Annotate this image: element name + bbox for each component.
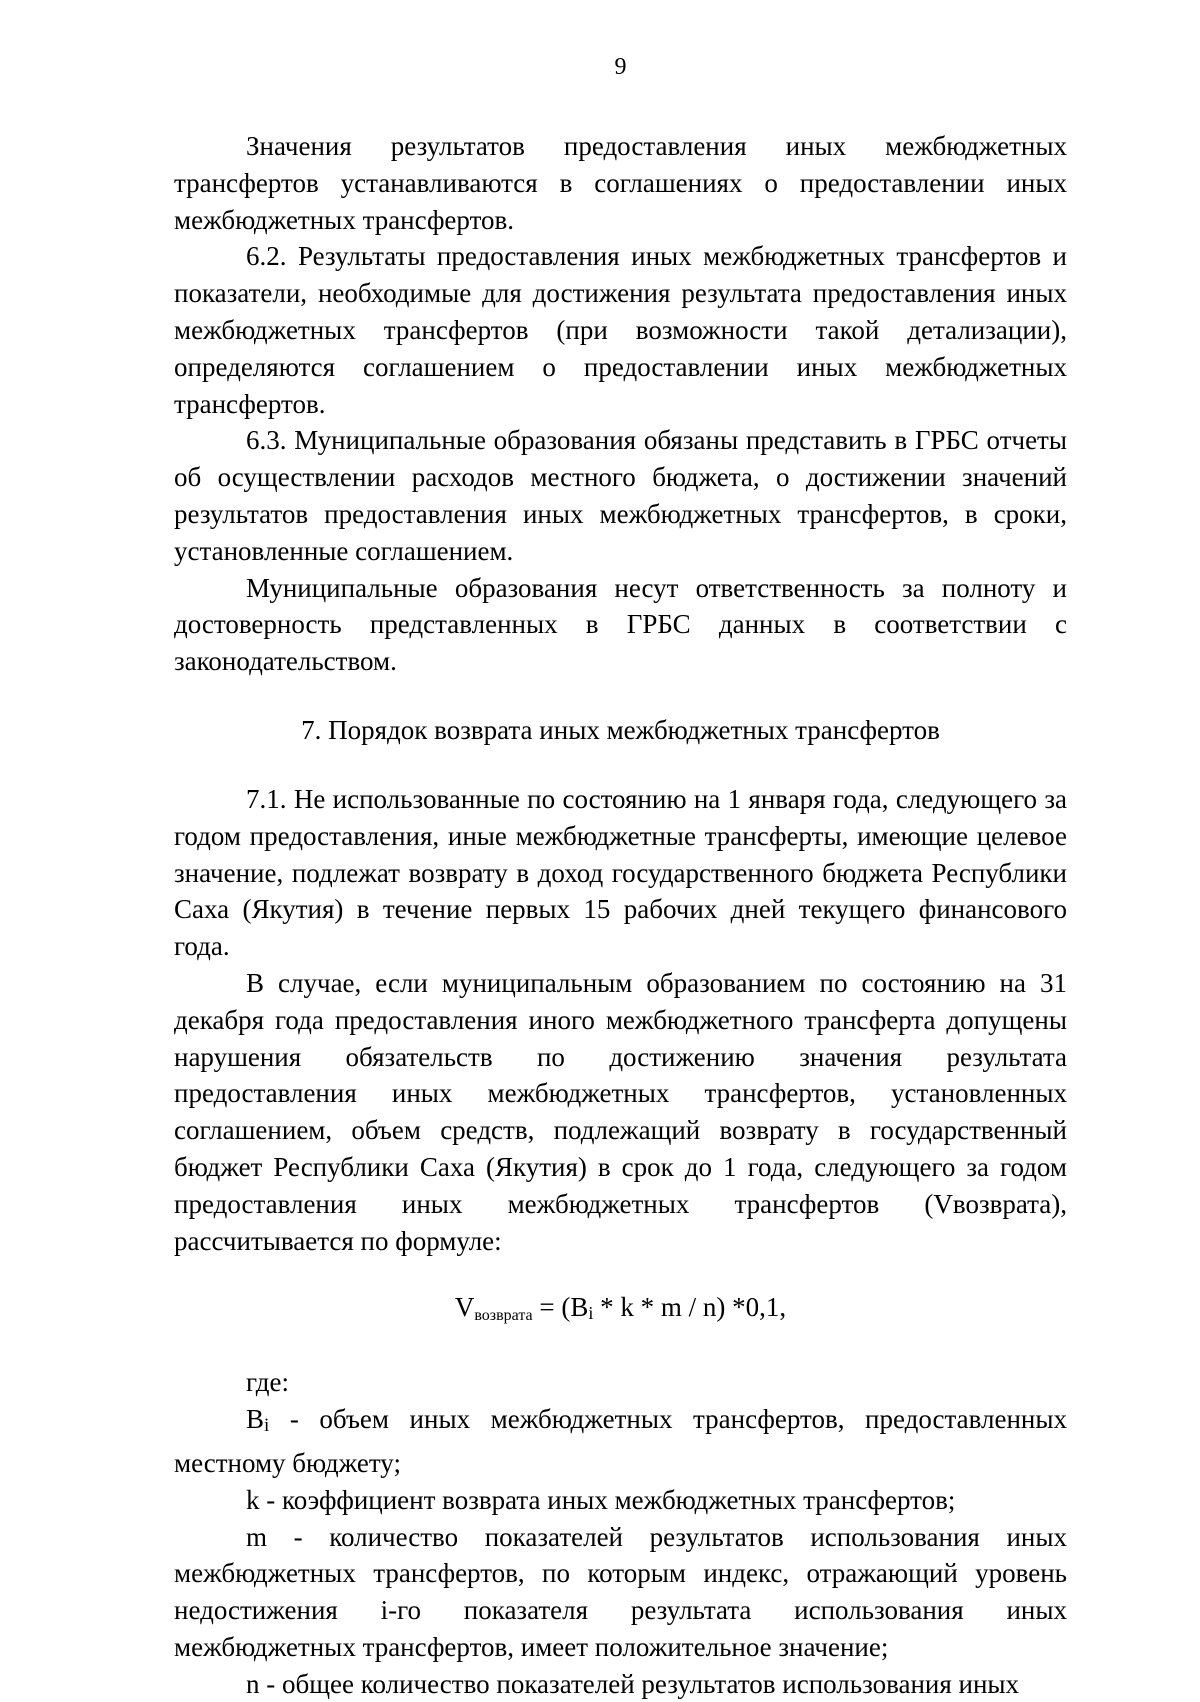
formula-v-subscript: возврата <box>474 1307 533 1325</box>
formula-eq-open: = (B <box>532 1292 589 1323</box>
definition-bi <box>174 1401 1067 1482</box>
formula-b-subscript: i <box>588 1303 594 1324</box>
definition-bi-symbol: B <box>246 1404 265 1435</box>
paragraph-6-2: 6.2. Результаты предоставления иных межбюджетных трансфертов и показатели, необходимые для достижения результата предоставления иных межбюджетных трансфертов (при возможности такой детализации), определяются соглашением о предоставлении иных межбюджетных трансфертов. <box>174 241 1067 419</box>
document-body <box>174 128 1067 1702</box>
paragraph: В случае, если муниципальным образованием по состоянию на 31 декабря года предоставления иного межбюджетного трансферта допущены нарушения обязательств по достижению значения результата предоставления иных межбюджетных трансфертов, установленных соглашением, объем средств, подлежащий возврату в государственный бюджет Республики Саха (Якутия) в срок до 1 года, следующего за годом предоставления иных межбюджетных трансфертов (Vвозврата), рассчитывается по формуле: <box>174 967 1067 1256</box>
section-heading: 7. Порядок возврата иных межбюджетных трансфертов <box>301 714 940 745</box>
definition-bi-text: - объем иных межбюджетных трансфертов, предоставленных местному бюджету; <box>174 1404 1067 1478</box>
definition-k: k - коэффициент возврата иных межбюджетных трансфертов; <box>246 1484 956 1515</box>
paragraph-6-3: 6.3. Муниципальные образования обязаны представить в ГРБС отчеты об осуществлении расходов местного бюджета, о достижении значений результатов предоставления иных межбюджетных трансфертов, в сроки, установленные соглашением. <box>174 425 1067 566</box>
where-label: где: <box>246 1367 289 1398</box>
paragraph: Муниципальные образования несут ответственность за полноту и достоверность представленных в ГРБС данных в соответствии с законодательством. <box>174 572 1067 677</box>
paragraph: Значения результатов предоставления иных межбюджетных трансфертов устанавливаются в соглашениях о предоставлении иных межбюджетных трансфертов. <box>174 131 1067 235</box>
formula-rest: * k * m / n) *0,1, <box>593 1292 787 1323</box>
page-number: 9 <box>614 54 627 80</box>
paragraph-7-1: 7.1. Не использованные по состоянию на 1 января года, следующего за годом предоставления, иные межбюджетные трансферты, имеющие целевое значение, подлежат возврату в доход государственного бюджета Республики Саха (Якутия) в течение первых 15 рабочих дней текущего финансового года. <box>174 783 1067 962</box>
definition-bi-subscript: i <box>264 1415 270 1437</box>
definition-m: m - количество показателей результатов использования иных межбюджетных трансфертов, по которым индекс, отражающий уровень недостижения i-го показателя результата использования иных межбюджетных трансфертов, имеет положительное значение; <box>174 1521 1067 1662</box>
formula <box>174 1289 1067 1334</box>
definition-n: n - общее количество показателей результатов использования иных <box>246 1668 1020 1699</box>
formula-v-symbol: V <box>454 1292 475 1323</box>
